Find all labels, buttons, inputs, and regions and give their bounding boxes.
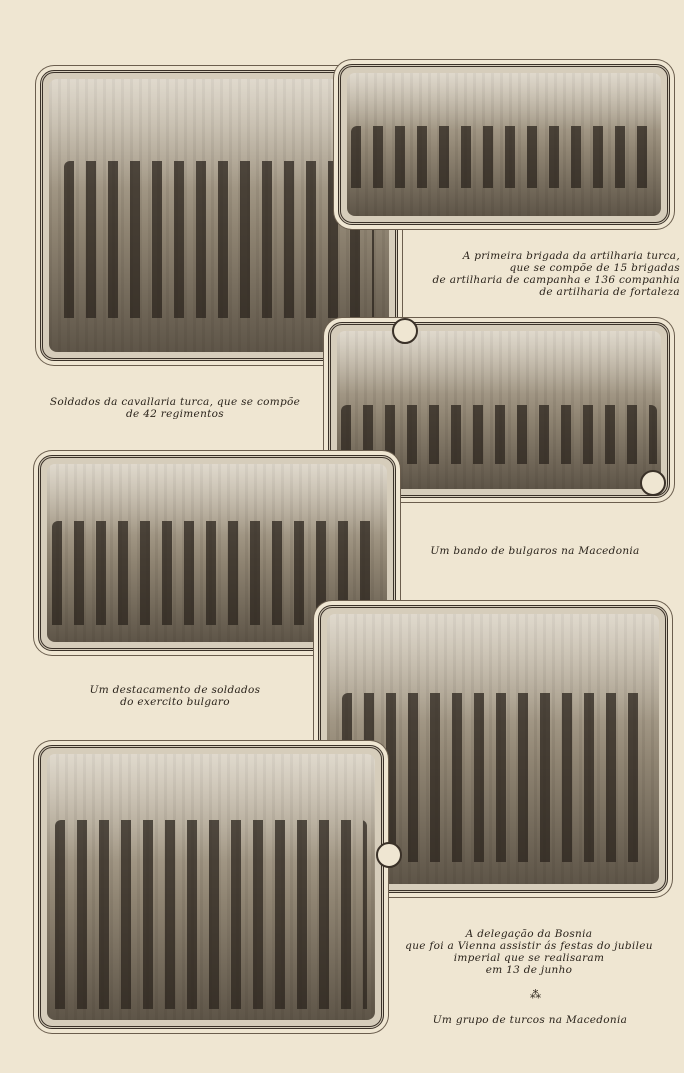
caption-artillery [398,250,680,298]
caption-line: em 13 de junho [485,964,573,976]
ornament-flourish [392,318,418,344]
photo-turks-macedonia [38,745,384,1029]
ornament-flourish [640,470,666,496]
caption-line: Soldados da cavallaria turca, que se compõe [49,396,301,408]
photo-figures [64,161,374,318]
caption-line: de artilharia de fortaleza [539,286,680,298]
photo-turkish-artillery [338,64,670,225]
caption-bosnia [394,928,664,976]
caption-line: de 42 regimentos [126,408,224,420]
photo-figures [341,405,657,465]
caption-bulgar-band [410,545,660,557]
caption-line: Um destacamento de soldados [89,684,261,696]
caption-line: que se compõe de 15 brigadas [509,262,680,274]
caption-line: Um grupo de turcos na Macedonia [432,1014,628,1026]
caption-bulgar-army [50,684,300,708]
caption-line: de artilharia de campanha e 136 companhia [432,274,680,286]
ornament-asterism: ⁂ [530,988,540,1001]
caption-cavalry [30,396,320,420]
photo-figures [342,693,645,862]
caption-line: que foi a Vienna assistir ás festas do jubileu [405,940,653,952]
caption-line: Um bando de bulgaros na Macedonia [430,545,640,557]
caption-line: A primeira brigada da artilharia turca, [462,250,680,262]
photo-figures [55,820,368,1009]
ornament-flourish [376,842,402,868]
caption-line: imperial que se realisaram [453,952,605,964]
photo-figures [351,126,657,188]
caption-line: A delegação da Bosnia [465,928,593,940]
caption-line: do exercito bulgaro [120,696,230,708]
caption-turks [410,1014,650,1026]
